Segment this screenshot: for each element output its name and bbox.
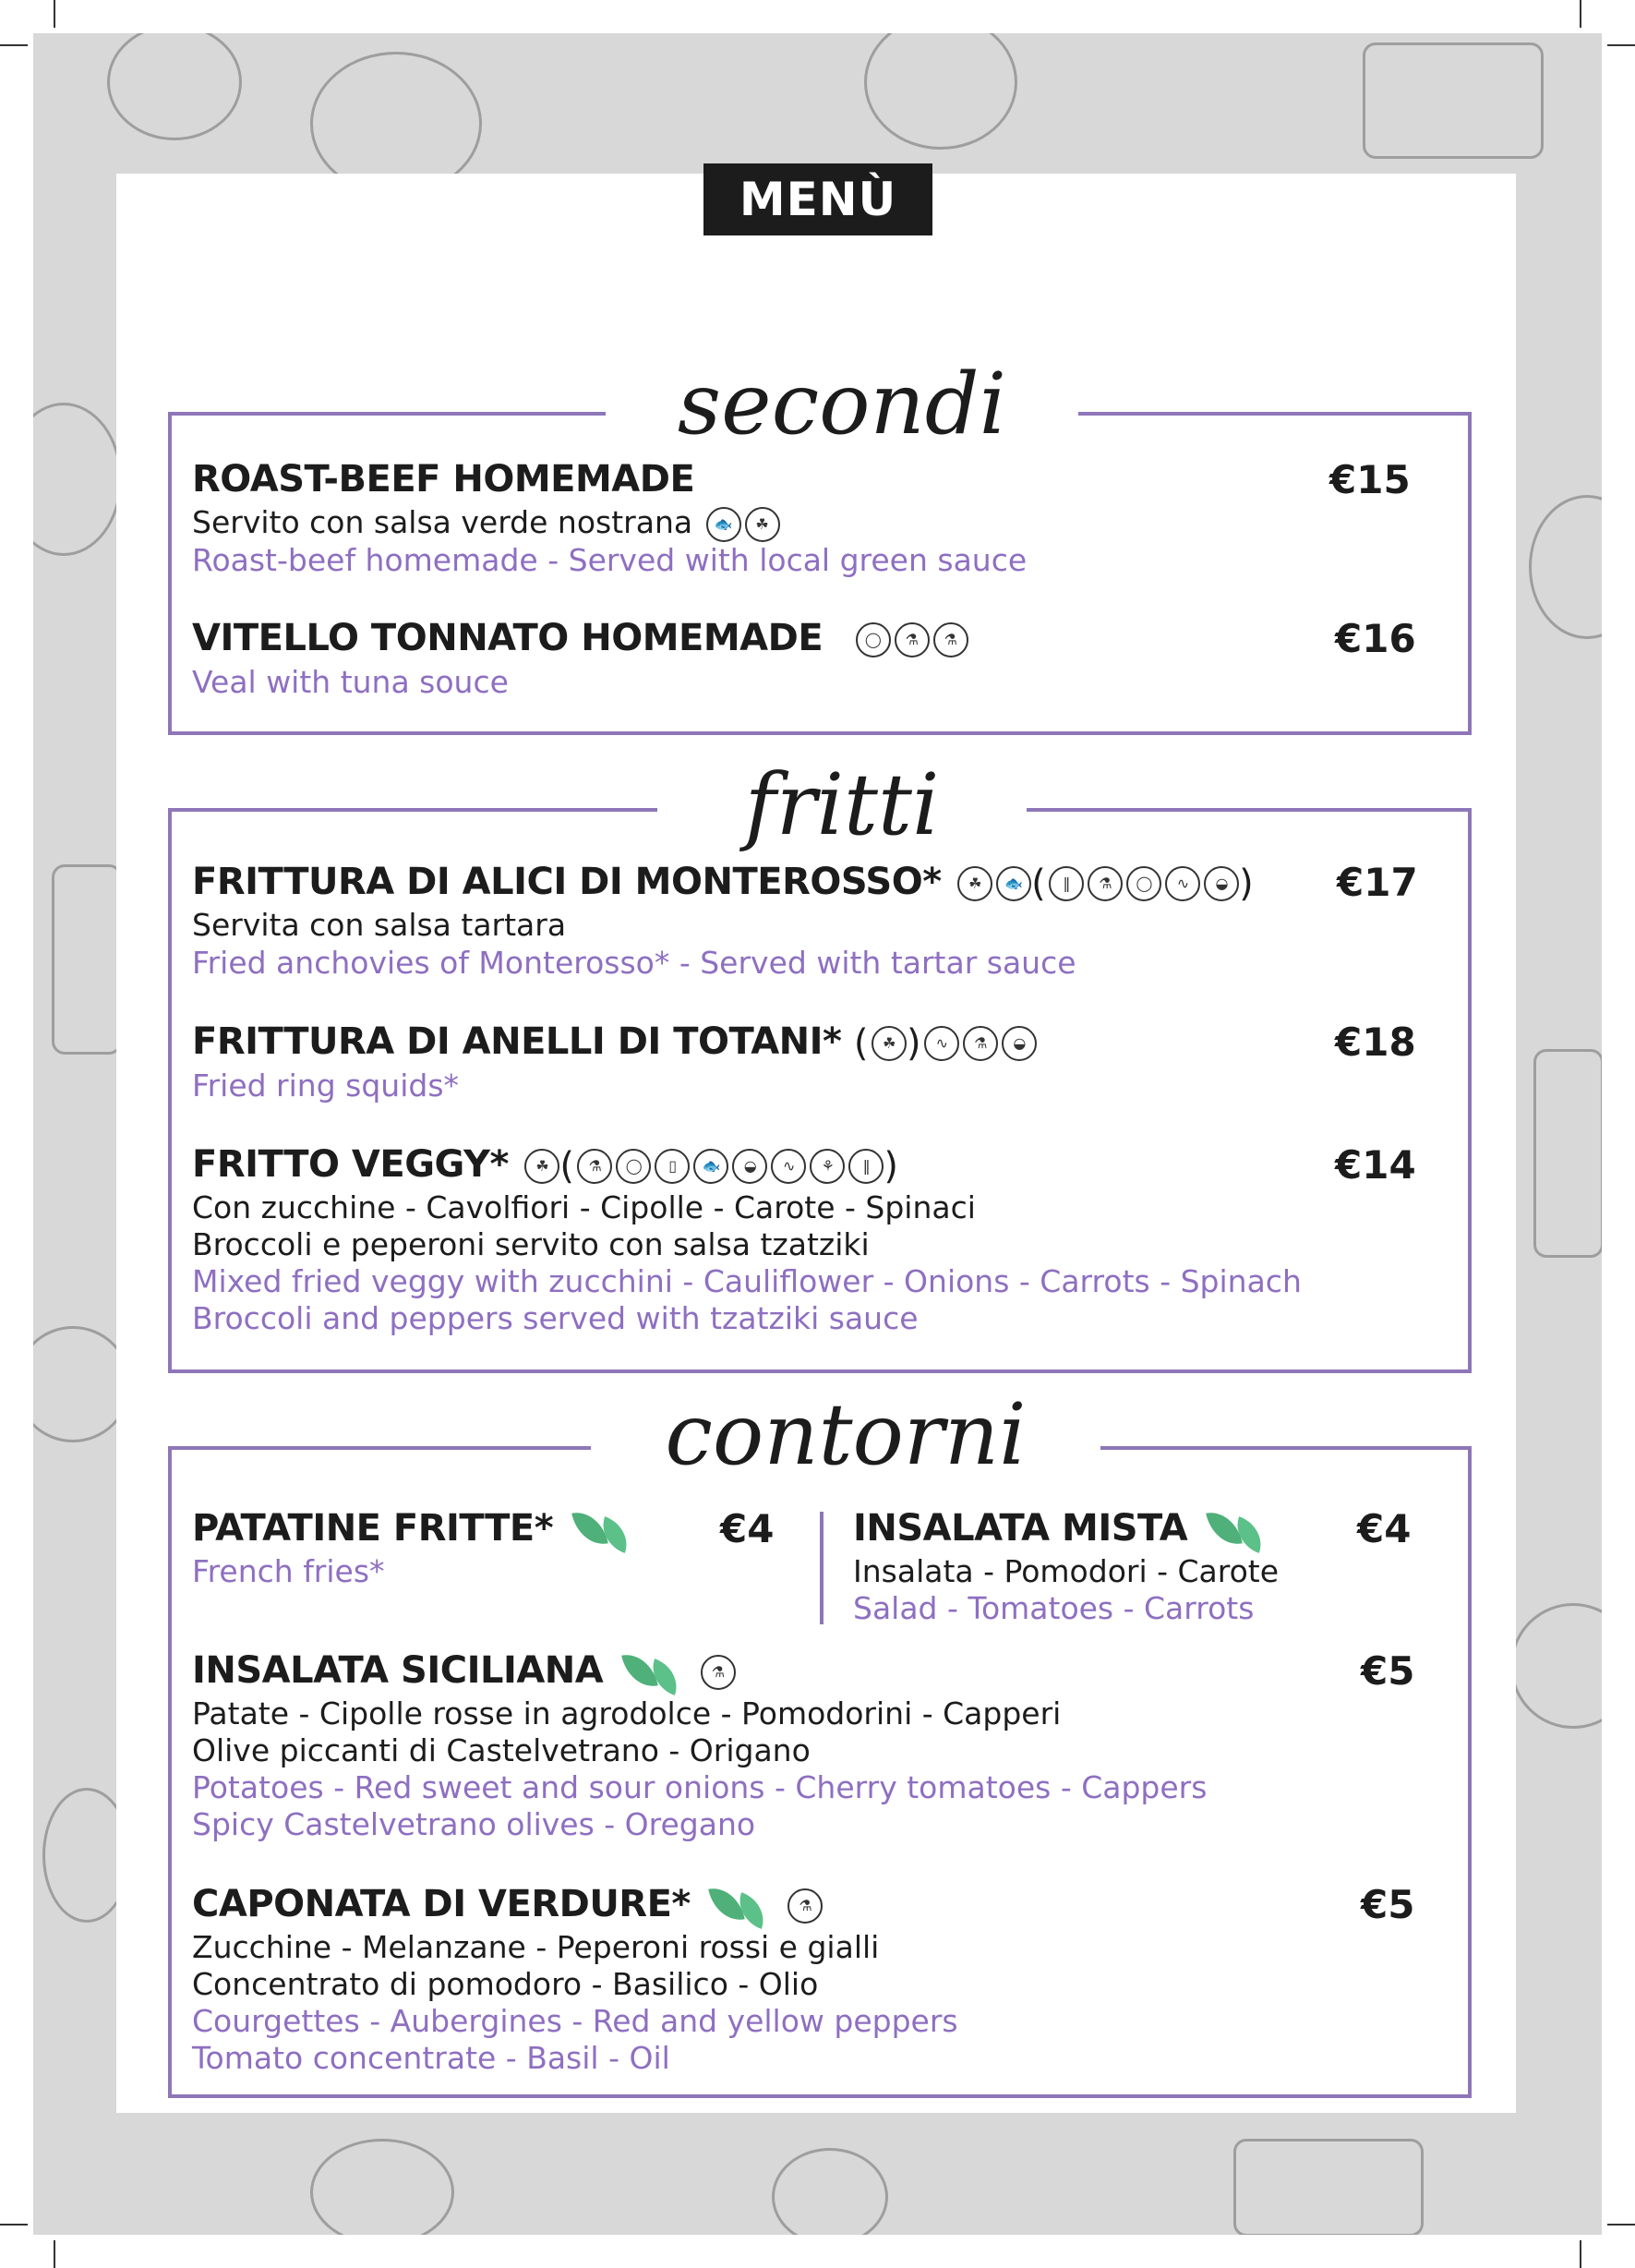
item-description-it <box>192 504 780 542</box>
item-price: €17 <box>1337 860 1418 905</box>
item-description-it: Servita con salsa tartara <box>192 907 567 943</box>
paren-close: ) <box>1239 863 1254 905</box>
doodle-shape <box>52 864 122 1055</box>
sulphites-allergen-icon: ⚗ <box>963 1026 998 1061</box>
celery-allergen-icon: ☘ <box>957 866 992 901</box>
item-name-text: FRITTO VEGGY* <box>192 1143 509 1186</box>
item-price: €5 <box>1361 1882 1415 1927</box>
item-price: €16 <box>1335 616 1416 661</box>
item-description-en: Veal with tuna souce <box>192 664 509 700</box>
crop-mark <box>1580 2240 1581 2268</box>
mollusc-allergen-icon: ◒ <box>732 1149 767 1184</box>
vegan-leaf-icon <box>623 1650 684 1695</box>
item-name-text: PATATINE FRITTE* <box>192 1507 554 1550</box>
sulphites-allergen-icon: ⚗ <box>787 1888 823 1924</box>
item-description-en: Fried ring squids* <box>192 1068 460 1104</box>
item-description-it-text: Servito con salsa verde nostrana <box>192 504 693 540</box>
item-name <box>192 1883 823 1928</box>
item-name-text: INSALATA SICILIANA <box>192 1649 604 1692</box>
vegan-leaf-icon <box>1208 1508 1268 1552</box>
item-description-en: Fried anchovies of Monterosso* - Served with tartar sauce <box>192 945 1076 981</box>
item-price: €15 <box>1329 457 1411 502</box>
doodle-shape <box>107 33 242 140</box>
item-name: ROAST-BEEF HOMEMADE <box>192 458 695 501</box>
paren-close: ) <box>884 1145 898 1188</box>
item-description-en: Potatoes - Red sweet and sour onions - Cherry tomatoes - Cappers <box>192 1769 1208 1805</box>
item-price: €14 <box>1335 1142 1416 1188</box>
paren-close: ) <box>906 1022 921 1065</box>
item-description-en: Roast-beef homemade - Served with local green sauce <box>192 542 1028 578</box>
item-name-text: VITELLO TONNATO HOMEMADE <box>192 617 824 659</box>
crop-mark <box>0 44 28 46</box>
crop-mark <box>54 2240 55 2268</box>
item-description-it: Zucchine - Melanzane - Peperoni rossi e gialli <box>192 1929 880 1965</box>
gluten-allergen-icon: ‖ <box>848 1149 884 1184</box>
item-name <box>192 617 968 659</box>
item-name <box>192 1649 736 1695</box>
item-description-it: Concentrato di pomodoro - Basilico - Olio <box>192 1966 819 2002</box>
menu-title: MENÙ <box>703 163 932 235</box>
item-price: €4 <box>1357 1506 1412 1551</box>
crustacean-allergen-icon: ∿ <box>924 1026 959 1061</box>
item-description-it: Broccoli e peperoni servito con salsa tzatziki <box>192 1226 870 1262</box>
fish-allergen-icon: 🐟 <box>996 866 1031 901</box>
crustacean-allergen-icon: ∿ <box>771 1149 806 1184</box>
item-description-it: Olive piccanti di Castelvetrano - Origano <box>192 1732 811 1768</box>
milk-allergen-icon: ▯ <box>655 1149 690 1184</box>
vegan-leaf-icon <box>573 1508 634 1552</box>
doodle-shape <box>1533 1049 1602 1258</box>
crustacean-allergen-icon: ∿ <box>1165 866 1200 901</box>
column-divider <box>820 1512 824 1624</box>
item-price: €18 <box>1335 1019 1416 1065</box>
sesame-allergen-icon: ⚘ <box>810 1149 845 1184</box>
section-title-secondi: secondi <box>606 349 1078 460</box>
mollusc-allergen-icon: ◒ <box>1204 866 1239 901</box>
section-title-fritti: fritti <box>657 750 1027 861</box>
crop-mark <box>1607 2224 1635 2226</box>
item-name <box>853 1507 1268 1552</box>
item-name <box>192 1020 1037 1065</box>
crop-mark <box>1580 0 1581 28</box>
mustard-allergen-icon: ⚗ <box>577 1149 612 1184</box>
item-name <box>192 861 1253 905</box>
item-price: €4 <box>720 1506 775 1551</box>
doodle-shape <box>864 33 1017 150</box>
paren-open: ( <box>559 1145 574 1188</box>
egg-allergen-icon: ◯ <box>616 1149 651 1184</box>
doodle-shape <box>310 2139 454 2235</box>
item-name-text: FRITTURA DI ALICI DI MONTEROSSO* <box>192 861 942 903</box>
item-description-it: Con zucchine - Cavolfiori - Cipolle - Carote - Spinaci <box>192 1189 976 1225</box>
item-description-it: Insalata - Pomodori - Carote <box>853 1553 1280 1589</box>
item-description-it: Patate - Cipolle rosse in agrodolce - Pomodorini - Capperi <box>192 1695 1062 1731</box>
item-description-en: Salad - Tomatoes - Carrots <box>853 1590 1255 1626</box>
mollusc-allergen-icon: ◒ <box>1002 1026 1037 1061</box>
item-price: €5 <box>1361 1648 1415 1694</box>
item-description-en: Courgettes - Aubergines - Red and yellow peppers <box>192 2003 958 2039</box>
paren-open: ( <box>1031 863 1046 905</box>
sulphites-allergen-icon: ⚗ <box>701 1655 736 1690</box>
doodle-shape <box>1529 495 1602 639</box>
item-description-en: Mixed fried veggy with zucchini - Cauliflower - Onions - Carrots - Spinach <box>192 1263 1302 1299</box>
gluten-allergen-icon: ‖ <box>1049 866 1084 901</box>
doodle-shape <box>772 2148 888 2235</box>
doodle-shape <box>1510 1603 1602 1729</box>
doodle-shape <box>1233 2139 1424 2235</box>
section-title-contorni: contorni <box>591 1380 1100 1490</box>
crop-mark <box>1607 44 1635 46</box>
celery-allergen-icon: ☘ <box>872 1026 907 1061</box>
item-description-en: Broccoli and peppers served with tzatziki sauce <box>192 1300 919 1336</box>
doodle-shape <box>1363 42 1544 159</box>
celery-allergen-icon: ☘ <box>745 507 780 542</box>
mustard-allergen-icon: ⚗ <box>895 622 930 657</box>
doodle-shape <box>33 403 122 556</box>
item-name-text: CAPONATA DI VERDURE* <box>192 1883 691 1925</box>
mustard-allergen-icon: ⚗ <box>1088 866 1123 901</box>
sulphites-allergen-icon: ⚗ <box>933 622 968 657</box>
egg-allergen-icon: ◯ <box>1126 866 1161 901</box>
celery-allergen-icon: ☘ <box>524 1149 559 1184</box>
paren-open: ( <box>853 1022 868 1065</box>
vegan-leaf-icon <box>710 1884 771 1928</box>
item-name <box>192 1143 898 1188</box>
item-description-en: Tomato concentrate - Basil - Oil <box>192 2040 670 2076</box>
egg-allergen-icon: ◯ <box>856 622 891 657</box>
item-description-en: Spicy Castelvetrano olives - Oregano <box>192 1806 756 1842</box>
fish-allergen-icon: 🐟 <box>693 1149 728 1184</box>
item-name <box>192 1507 634 1552</box>
fish-allergen-icon: 🐟 <box>706 507 741 542</box>
item-name-text: FRITTURA DI ANELLI DI TOTANI* <box>192 1020 842 1063</box>
crop-mark <box>0 2224 28 2226</box>
item-description-en: French fries* <box>192 1553 385 1589</box>
item-name-text: INSALATA MISTA <box>853 1507 1188 1550</box>
crop-mark <box>54 0 55 28</box>
